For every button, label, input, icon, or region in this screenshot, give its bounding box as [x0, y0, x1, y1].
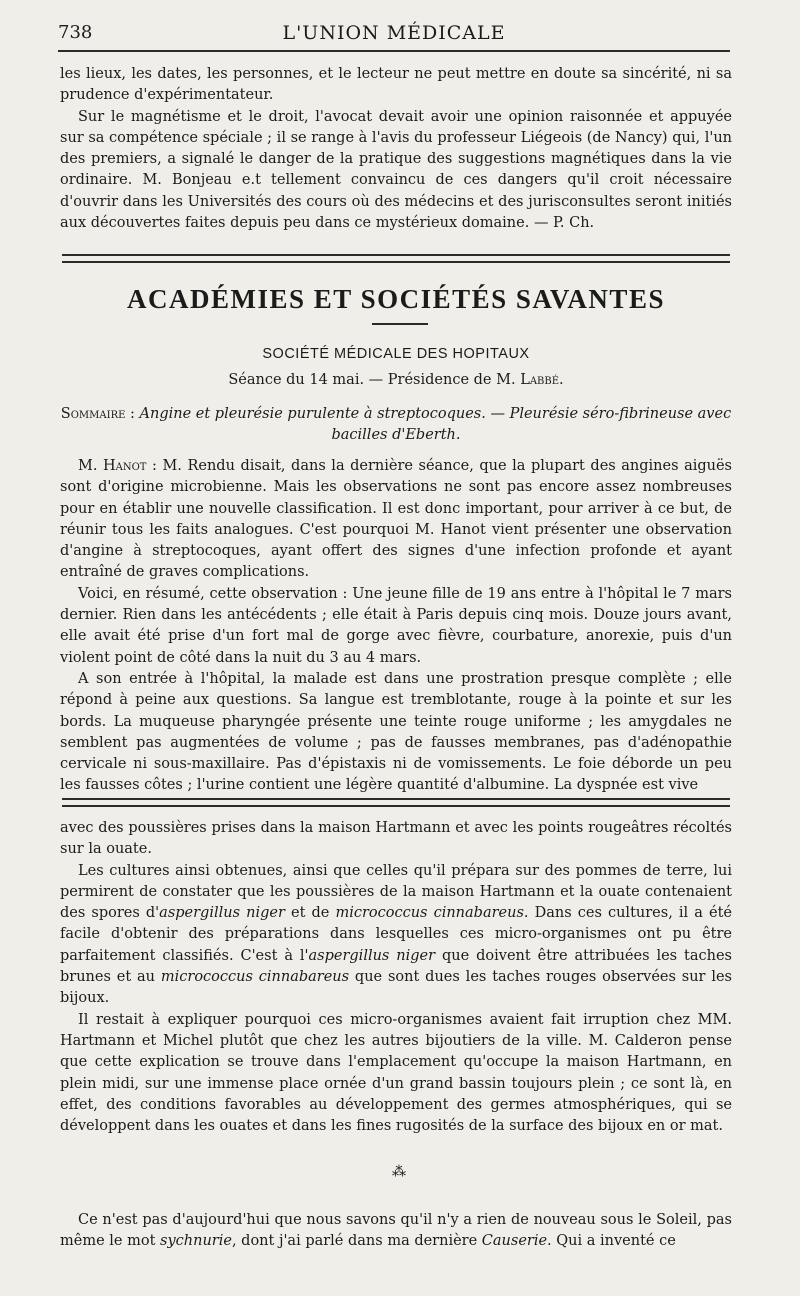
feuilleton-text [60, 818, 732, 1137]
summary-text: Angine et pleurésie purulente à streptocoques. — Pleurésie séro-fibrineuse avec bacilles d'Eberth. [139, 406, 732, 443]
paragraph: avec des poussières prises dans la maison Hartmann et avec les points rougeâtres récoltés sur la ouate. [60, 820, 732, 858]
section-title: ACADÉMIES ET SOCIÉTÉS SAVANTES [127, 284, 665, 314]
text-run: et de [284, 905, 336, 922]
column-divider [62, 798, 730, 807]
summary-label: Sommaire : [60, 406, 135, 422]
page-number: 738 [58, 22, 93, 43]
term: Causerie [481, 1233, 548, 1250]
session-date: Séance du 14 mai. — Présidence de M. [228, 372, 516, 388]
species-name: aspergillus niger [308, 947, 436, 964]
term: sychnurie [160, 1233, 232, 1250]
species-name: micrococcus cinnabareus [160, 969, 350, 986]
session-end: . [559, 372, 564, 388]
text-run: , dont j'ai parlé dans ma dernière [231, 1233, 482, 1250]
paragraph: les lieux, les dates, les personnes, et le lecteur ne peut mettre en doute sa sincérité, ni sa prudence d'expérimentateur. [60, 66, 732, 104]
paragraph-text: M. Rendu disait, dans la dernière séance, que la plupart des angines aiguës sont d'origine microbienne. Mais les observations ne sont pas encore assez nombreuses pour en établir une nouvelle classification. Il est donc important, pour arriver à ce but, de réunir tous les faits analogues. C'est pourquoi M. Hanot vient présenter une observation d'angine à streptocoques, ayant offert des signes d'une infection profonde et ayant entraîné de graves complications. [60, 458, 732, 581]
page-header [58, 20, 730, 50]
session-president: Labbé [520, 372, 560, 388]
title-underline [372, 323, 428, 325]
article-continuation [60, 64, 732, 234]
text-run: . Dans ces cultures, il a été facile d'obtenir des préparations dans lesquelles ces micro-organismes ont pu être parfaitement classifiés. C'est à l' [60, 905, 732, 964]
session-line [60, 372, 732, 388]
text-run: Les cultures ainsi obtenues, ainsi que celles qu'il prépara sur des pommes de terre, lui permirent de constater que les poussières de la maison Hartmann et la ouate contenaient des spores d' [60, 862, 732, 922]
species-name: micrococcus cinnabareus [335, 905, 524, 922]
society-name: SOCIÉTÉ MÉDICALE DES HOPITAUX [262, 346, 530, 362]
paragraph: A son entrée à l'hôpital, la malade est dans une prostration presque complète ; elle répond à peine aux questions. Sa langue est tremblotante, rouge à la pointe et sur les bords. La muqueuse pharyngée présente une teinte rouge uniforme ; les amygdales ne semblent pas augmentées de volume ; pas de fausses membranes, pas d'adénopathie cervicale ni sous-maxillaire. Pas d'épistaxis ni de vomissements. Le foie déborde un peu les fausses côtes ; l'urine contient une légère quantité d'albumine. La dyspnée est vive [60, 670, 732, 794]
paragraph: Il restait à expliquer pourquoi ces micro-organismes avaient fait irruption chez MM. Hartmann et Michel plutôt que chez les autres bijoutiers de la ville. M. Calderon pense que cette explication se trouve dans l'emplacement qu'occupe la maison Hartmann, en plein midi, sur une immense place ornée d'un grand bassin toujours plein ; ce sont là, en effet, des conditions favorables au développement des germes atmosphériques, qui se développent dans les ouates et dans les fines rugosités de la surface des bijoux en or mat. [60, 1011, 732, 1135]
paragraph [60, 456, 732, 584]
species-name: aspergillus niger [159, 905, 285, 922]
paragraph: Sur le magnétisme et le droit, l'avocat devait avoir une opinion raisonnée et appuyée sur sa compétence spéciale ; il se range à l'avis du professeur Liégeois (de Nancy) qui, l'un des premiers, a signalé le danger de la pratique des suggestions magnétiques dans la vie ordinaire. M. Bonjeau e.t tellement convaincu de ces dangers qu'il croit nécessaire d'ouvrir dans les Universités des cours où des médecins et des jurisconsultes seront initiés aux découvertes faites depuis peu dans ce mystérieux domaine. — P. Ch. [60, 108, 732, 232]
section-divider [62, 254, 730, 263]
causerie-text [60, 1210, 732, 1253]
speaker-name: M. Hanot : [78, 458, 157, 474]
text-run: que sont dues les taches rouges observées sur les bijoux. [60, 969, 732, 1007]
asterism: ⁂ [392, 1164, 406, 1180]
header-rule [58, 50, 730, 52]
hanot-report [60, 456, 732, 797]
text-run: que doivent être attribuées les taches brunes et au [60, 947, 732, 986]
journal-title: L'UNION MÉDICALE [282, 22, 506, 44]
text-run: Ce n'est pas d'aujourd'hui que nous savons qu'il n'y a rien de nouveau sous le Soleil, pas même le mot [60, 1212, 732, 1250]
text-run: . Qui a inventé ce [547, 1233, 676, 1250]
session-summary [60, 404, 732, 446]
paragraph: Voici, en résumé, cette observation : Une jeune fille de 19 ans entre à l'hôpital le 7 mars dernier. Rien dans les antécédents ; elle était à Paris depuis cinq mois. Douze jours avant, elle avait été prise d'un fort mal de gorge avec fièvre, courbature, anorexie, puis d'un violent point de côté dans la nuit du 3 au 4 mars. [60, 585, 732, 666]
paragraph [60, 861, 732, 1010]
paragraph [60, 1210, 732, 1253]
